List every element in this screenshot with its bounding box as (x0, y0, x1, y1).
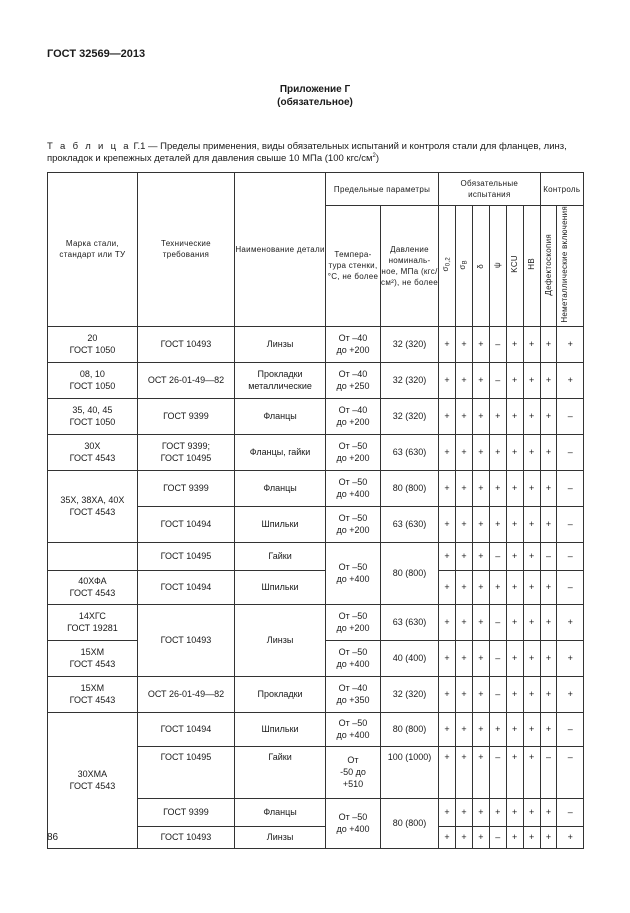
caption-suffix: ) (375, 153, 380, 164)
cell-mark: + (523, 470, 540, 506)
cell-name: Линзы (235, 826, 326, 848)
cell-mark: + (456, 434, 473, 470)
sigma02-sub: 0,2 (445, 257, 452, 267)
cell-mark: + (506, 326, 523, 362)
header-tests: Обязательные испытания (439, 173, 540, 206)
cell-mark: + (506, 640, 523, 676)
cell-mark: + (439, 398, 456, 434)
cell-pressure: 63 (630) (380, 506, 438, 542)
table-row (48, 712, 584, 746)
cell-mark: + (472, 604, 489, 640)
cell-name: Фланцы, гайки (235, 434, 326, 470)
cell-mark: + (456, 604, 473, 640)
cell-mark: + (506, 362, 523, 398)
cell-mark: + (523, 826, 540, 848)
header-pressure: Давление номиналь-ное, МПа (кгс/см²), не более (380, 206, 438, 327)
cell-mark: – (557, 470, 584, 506)
header-temp: Темпера-тура стенки, °С, не более (326, 206, 381, 327)
cell-pressure: 32 (320) (380, 676, 438, 712)
cell-mark: + (472, 712, 489, 746)
cell-mark: + (540, 712, 557, 746)
cell-temp: От –50 до +400 (326, 798, 381, 848)
cell-temp: От –40 до +200 (326, 398, 381, 434)
cell-tech: ГОСТ 10494 (137, 506, 234, 542)
cell-mark: + (506, 746, 523, 798)
cell-mark: + (540, 326, 557, 362)
cell-mark: + (456, 506, 473, 542)
nonmetal-label: Неметаллические включения (560, 206, 570, 323)
cell-steel: 15ХМ ГОСТ 4543 (48, 676, 138, 712)
cell-pressure: 32 (320) (380, 326, 438, 362)
cell-mark: + (557, 326, 584, 362)
table-row (48, 604, 584, 640)
header-limits: Предельные параметры (326, 173, 439, 206)
cell-name: Гайки (235, 542, 326, 570)
cell-mark: + (456, 326, 473, 362)
table-row (48, 570, 584, 604)
cell-mark: – (557, 542, 584, 570)
cell-mark: + (439, 746, 456, 798)
defect-label: Дефектоскопия (544, 233, 554, 296)
header-control: Контроль (540, 173, 583, 206)
cell-mark: + (472, 746, 489, 798)
cell-mark: – (489, 542, 506, 570)
cell-mark: + (439, 506, 456, 542)
header-psi (489, 206, 506, 327)
cell-temp: От –40 до +250 (326, 362, 381, 398)
cell-temp: От -50 до +510 (326, 746, 381, 798)
cell-steel-empty (48, 542, 138, 570)
cell-mark: + (540, 506, 557, 542)
cell-steel: 40ХФА ГОСТ 4543 (48, 570, 138, 604)
cell-tech: ОСТ 26-01-49—82 (137, 676, 234, 712)
cell-pressure: 100 (1000) (380, 746, 438, 798)
cell-mark: + (456, 746, 473, 798)
cell-temp: От –50 до +400 (326, 542, 381, 604)
cell-mark: – (540, 746, 557, 798)
cell-steel: 35, 40, 45 ГОСТ 1050 (48, 398, 138, 434)
cell-tech: ГОСТ 9399 (137, 398, 234, 434)
cell-mark: + (489, 434, 506, 470)
cell-temp: От –50 до +200 (326, 506, 381, 542)
cell-mark: + (506, 542, 523, 570)
cell-mark: + (557, 826, 584, 848)
table-row (48, 398, 584, 434)
header-hb (523, 206, 540, 327)
cell-tech: ГОСТ 9399; ГОСТ 10495 (137, 434, 234, 470)
cell-mark: + (456, 712, 473, 746)
sigmab-sub: В (462, 259, 469, 264)
header-sigmab (456, 206, 473, 327)
cell-mark: + (506, 398, 523, 434)
cell-mark: + (456, 826, 473, 848)
table-row (48, 362, 584, 398)
cell-name: Линзы (235, 326, 326, 362)
psi-label: ψ (493, 262, 503, 269)
cell-name: Прокладки металлические (235, 362, 326, 398)
cell-tech: ГОСТ 10494 (137, 570, 234, 604)
cell-mark: + (456, 542, 473, 570)
cell-mark: – (489, 326, 506, 362)
cell-mark: + (489, 570, 506, 604)
hb-label: HB (527, 258, 537, 271)
cell-mark: – (540, 542, 557, 570)
cell-mark: + (557, 604, 584, 640)
cell-mark: + (506, 570, 523, 604)
cell-mark: + (439, 542, 456, 570)
appendix-subtitle: (обязательное) (277, 97, 353, 108)
cell-mark: + (523, 570, 540, 604)
cell-mark: – (489, 826, 506, 848)
cell-mark: + (523, 542, 540, 570)
table-row (48, 676, 584, 712)
cell-mark: + (506, 470, 523, 506)
caption-text: Г.1 — Пределы применения, виды обязательных испытаний и контроля стали для фланцев, линз, прокладок и крепежных деталей для давления свыше 10 МПа (100 кгс/см (47, 141, 567, 164)
cell-tech: ГОСТ 10493 (137, 604, 234, 676)
cell-name: Гайки (235, 746, 326, 798)
sigma02-base: σ (440, 266, 450, 272)
cell-mark: + (506, 434, 523, 470)
cell-mark: – (489, 640, 506, 676)
cell-mark: – (557, 712, 584, 746)
cell-temp: От –50 до +200 (326, 434, 381, 470)
cell-mark: + (472, 826, 489, 848)
header-tech: Технические требования (137, 173, 234, 327)
cell-mark: + (540, 604, 557, 640)
cell-mark: + (540, 640, 557, 676)
cell-mark: – (489, 746, 506, 798)
cell-mark: – (489, 362, 506, 398)
cell-mark: + (472, 640, 489, 676)
cell-tech: ГОСТ 10493 (137, 826, 234, 848)
cell-name: Фланцы (235, 470, 326, 506)
cell-mark: – (557, 398, 584, 434)
cell-pressure: 32 (320) (380, 398, 438, 434)
cell-tech: ГОСТ 10493 (137, 326, 234, 362)
cell-mark: – (557, 434, 584, 470)
cell-mark: + (456, 640, 473, 676)
cell-steel: 15ХМ ГОСТ 4543 (48, 640, 138, 676)
table-caption (47, 141, 587, 165)
cell-pressure: 63 (630) (380, 604, 438, 640)
cell-mark: + (523, 676, 540, 712)
cell-mark: + (540, 434, 557, 470)
table-row (48, 470, 584, 506)
cell-mark: + (472, 362, 489, 398)
cell-mark: + (472, 434, 489, 470)
cell-steel: 30Х ГОСТ 4543 (48, 434, 138, 470)
sigmab-base: σ (457, 263, 467, 270)
cell-pressure: 32 (320) (380, 362, 438, 398)
cell-mark: + (506, 604, 523, 640)
cell-mark: + (489, 470, 506, 506)
delta-label: δ (476, 263, 486, 269)
cell-mark: – (557, 570, 584, 604)
cell-mark: + (540, 798, 557, 826)
cell-mark: + (540, 470, 557, 506)
cell-mark: + (439, 826, 456, 848)
cell-temp: От –50 до +200 (326, 604, 381, 640)
cell-mark: + (523, 362, 540, 398)
cell-name: Шпильки (235, 570, 326, 604)
caption-sup: 2 (372, 152, 376, 159)
cell-mark: + (557, 362, 584, 398)
cell-mark: + (456, 470, 473, 506)
cell-mark: + (506, 712, 523, 746)
document-code: ГОСТ 32569—2013 (47, 48, 146, 60)
cell-mark: + (439, 798, 456, 826)
cell-name: Фланцы (235, 398, 326, 434)
cell-mark: – (557, 506, 584, 542)
cell-mark: + (506, 676, 523, 712)
cell-mark: + (456, 398, 473, 434)
cell-temp: От –50 до +400 (326, 712, 381, 746)
cell-mark: + (439, 326, 456, 362)
cell-mark: + (523, 506, 540, 542)
cell-mark: + (439, 470, 456, 506)
header-kcu (506, 206, 523, 327)
cell-pressure: 80 (800) (380, 798, 438, 848)
cell-mark: + (472, 542, 489, 570)
cell-mark: – (489, 604, 506, 640)
header-defect (540, 206, 557, 327)
cell-mark: + (456, 570, 473, 604)
cell-mark: – (557, 798, 584, 826)
header-delta (472, 206, 489, 327)
cell-mark: + (506, 506, 523, 542)
cell-pressure: 40 (400) (380, 640, 438, 676)
caption-prefix: Т а б л и ц а (47, 141, 131, 152)
table-row (48, 326, 584, 362)
cell-mark: + (472, 676, 489, 712)
cell-pressure: 80 (800) (380, 712, 438, 746)
cell-steel: 30ХМА ГОСТ 4543 (48, 712, 138, 848)
cell-pressure: 63 (630) (380, 434, 438, 470)
cell-mark: + (456, 798, 473, 826)
cell-mark: + (472, 326, 489, 362)
header-steel: Марка стали, стандарт или ТУ (48, 173, 138, 327)
cell-mark: + (523, 798, 540, 826)
cell-steel: 08, 10 ГОСТ 1050 (48, 362, 138, 398)
cell-mark: – (489, 676, 506, 712)
cell-mark: + (523, 746, 540, 798)
cell-tech: ОСТ 26-01-49—82 (137, 362, 234, 398)
cell-mark: + (439, 434, 456, 470)
cell-name: Фланцы (235, 798, 326, 826)
cell-mark: + (557, 676, 584, 712)
cell-name: Линзы (235, 604, 326, 676)
cell-pressure: 80 (800) (380, 542, 438, 604)
cell-mark: + (439, 604, 456, 640)
cell-mark: + (489, 506, 506, 542)
cell-mark: + (523, 398, 540, 434)
appendix-heading (0, 83, 630, 109)
cell-temp: От –40 до +200 (326, 326, 381, 362)
cell-mark: + (439, 712, 456, 746)
cell-mark: + (472, 506, 489, 542)
page-number: 86 (47, 832, 59, 843)
cell-mark: + (439, 362, 456, 398)
header-nonmetal (557, 206, 584, 327)
cell-mark: + (540, 676, 557, 712)
cell-mark: + (472, 570, 489, 604)
cell-temp: От –50 до +400 (326, 470, 381, 506)
cell-tech: ГОСТ 10495 (137, 542, 234, 570)
cell-name: Шпильки (235, 506, 326, 542)
cell-tech: ГОСТ 9399 (137, 470, 234, 506)
table-row (48, 434, 584, 470)
cell-mark: + (557, 640, 584, 676)
appendix-title: Приложение Г (279, 84, 351, 95)
kcu-label: KCU (510, 255, 520, 274)
cell-tech: ГОСТ 9399 (137, 798, 234, 826)
cell-name: Прокладки (235, 676, 326, 712)
cell-steel: 20 ГОСТ 1050 (48, 326, 138, 362)
cell-mark: + (523, 434, 540, 470)
cell-temp: От –50 до +400 (326, 640, 381, 676)
table-row (48, 542, 584, 570)
cell-mark: + (523, 604, 540, 640)
cell-mark: + (523, 640, 540, 676)
cell-mark: + (439, 640, 456, 676)
cell-mark: + (540, 362, 557, 398)
cell-mark: + (472, 470, 489, 506)
cell-temp: От –40 до +350 (326, 676, 381, 712)
cell-mark: + (439, 570, 456, 604)
cell-mark: + (489, 798, 506, 826)
cell-mark: + (540, 398, 557, 434)
cell-pressure: 80 (800) (380, 470, 438, 506)
steel-limits-table (47, 172, 584, 849)
cell-mark: – (557, 746, 584, 798)
cell-mark: + (456, 676, 473, 712)
cell-mark: + (472, 798, 489, 826)
header-name: Наименование детали (235, 173, 326, 327)
cell-mark: + (456, 362, 473, 398)
cell-mark: + (506, 798, 523, 826)
cell-mark: + (540, 826, 557, 848)
cell-steel: 14ХГС ГОСТ 19281 (48, 604, 138, 640)
cell-mark: + (506, 826, 523, 848)
cell-mark: + (489, 398, 506, 434)
cell-tech: ГОСТ 10494 (137, 712, 234, 746)
cell-mark: + (472, 398, 489, 434)
cell-steel: 35Х, 38ХА, 40Х ГОСТ 4543 (48, 470, 138, 542)
cell-mark: + (523, 712, 540, 746)
cell-mark: + (489, 712, 506, 746)
header-sigma02 (439, 206, 456, 327)
cell-mark: + (439, 676, 456, 712)
cell-mark: + (540, 570, 557, 604)
cell-name: Шпильки (235, 712, 326, 746)
cell-mark: + (523, 326, 540, 362)
cell-tech: ГОСТ 10495 (137, 746, 234, 798)
